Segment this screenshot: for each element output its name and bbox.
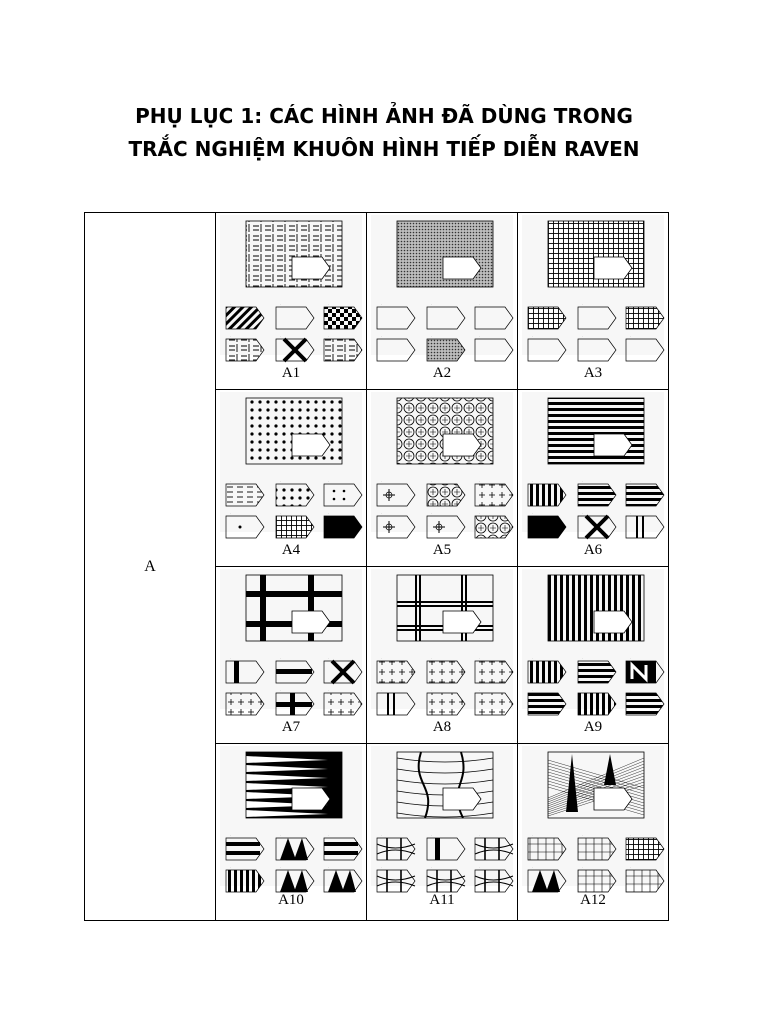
matrix-figure: [548, 221, 644, 287]
svg-text:·: ·: [381, 302, 382, 306]
svg-text:·: ·: [532, 479, 533, 483]
table-row: [85, 213, 669, 390]
item-figure: [216, 213, 366, 363]
matrix-figure: [397, 398, 493, 464]
item-cell: [518, 567, 669, 744]
item-label: A4: [281, 542, 301, 558]
svg-text:·: ·: [328, 511, 329, 515]
matrix-figure: [548, 575, 644, 641]
svg-text:·: ·: [280, 865, 281, 869]
svg-text:·: ·: [431, 833, 432, 837]
item-panel: [518, 390, 668, 566]
item-figure: [367, 744, 517, 894]
svg-text:·: ·: [582, 479, 583, 483]
svg-text:·: ·: [230, 656, 231, 660]
title-line-2: TRẮC NGHIỆM KHUÔN HÌNH TIẾP DIỄN RAVEN: [128, 137, 640, 161]
svg-text:·: ·: [280, 656, 281, 660]
item-panel: [216, 744, 366, 920]
item-panel: [518, 744, 668, 920]
svg-text:·: ·: [582, 833, 583, 837]
svg-text:·: ·: [582, 656, 583, 660]
item-cell: [216, 744, 367, 921]
item-cell: [367, 213, 518, 390]
svg-text:·: ·: [328, 334, 329, 338]
svg-text:·: ·: [230, 479, 231, 483]
svg-text:·: ·: [630, 511, 631, 515]
item-cell: [518, 390, 669, 567]
matrix-figure: [246, 752, 342, 818]
item-label: A1: [281, 365, 301, 381]
matrix-figure: [246, 221, 342, 287]
svg-text:·: ·: [381, 865, 382, 869]
matrix-figure: [246, 398, 342, 464]
item-figure: [216, 567, 366, 717]
svg-text:·: ·: [381, 511, 382, 515]
svg-text:·: ·: [328, 302, 329, 306]
item-label: A2: [432, 365, 452, 381]
item-panel: [367, 390, 517, 566]
item-cell: [216, 213, 367, 390]
svg-text:·: ·: [532, 656, 533, 660]
item-figure: [367, 567, 517, 717]
svg-text:·: ·: [230, 511, 231, 515]
svg-text:·: ·: [479, 479, 480, 483]
svg-text:·: ·: [532, 865, 533, 869]
svg-text:·: ·: [280, 833, 281, 837]
item-panel: [216, 567, 366, 743]
svg-text:·: ·: [431, 479, 432, 483]
svg-text:·: ·: [479, 833, 480, 837]
item-label: A12: [580, 892, 606, 908]
item-label: A10: [278, 892, 304, 908]
svg-text:·: ·: [479, 656, 480, 660]
svg-text:·: ·: [280, 688, 281, 692]
item-label: A6: [583, 542, 603, 558]
matrix-figure: [548, 398, 644, 464]
svg-text:·: ·: [582, 302, 583, 306]
svg-text:·: ·: [280, 334, 281, 338]
svg-text:·: ·: [582, 511, 583, 515]
svg-text:·: ·: [630, 302, 631, 306]
svg-text:·: ·: [381, 833, 382, 837]
svg-text:·: ·: [431, 334, 432, 338]
item-label: A3: [583, 365, 603, 381]
item-panel: [367, 213, 517, 389]
item-cell: [216, 390, 367, 567]
svg-text:·: ·: [230, 833, 231, 837]
section-label: A: [85, 213, 216, 921]
svg-text:·: ·: [328, 865, 329, 869]
svg-text:·: ·: [532, 511, 533, 515]
svg-text:·: ·: [280, 511, 281, 515]
svg-text:·: ·: [230, 302, 231, 306]
svg-text:·: ·: [532, 334, 533, 338]
svg-text:·: ·: [479, 865, 480, 869]
item-panel: [518, 567, 668, 743]
svg-text:·: ·: [328, 833, 329, 837]
item-panel: [367, 744, 517, 920]
svg-text:·: ·: [230, 688, 231, 692]
item-cell: [216, 567, 367, 744]
svg-text:·: ·: [431, 511, 432, 515]
svg-text:·: ·: [479, 511, 480, 515]
svg-text:·: ·: [431, 302, 432, 306]
svg-text:·: ·: [630, 688, 631, 692]
item-cell: [518, 213, 669, 390]
item-cell: [367, 744, 518, 921]
item-panel: [216, 213, 366, 389]
svg-text:·: ·: [431, 656, 432, 660]
item-label: A7: [281, 719, 301, 735]
svg-text:·: ·: [630, 479, 631, 483]
item-figure: [367, 213, 517, 363]
svg-text:·: ·: [280, 479, 281, 483]
svg-text:·: ·: [230, 334, 231, 338]
item-cell: [518, 744, 669, 921]
svg-text:·: ·: [328, 479, 329, 483]
svg-text:·: ·: [582, 688, 583, 692]
svg-text:·: ·: [582, 865, 583, 869]
svg-text:·: ·: [280, 302, 281, 306]
svg-text:·: ·: [381, 688, 382, 692]
svg-text:·: ·: [328, 688, 329, 692]
svg-text:·: ·: [582, 334, 583, 338]
svg-text:·: ·: [230, 865, 231, 869]
svg-text:·: ·: [630, 833, 631, 837]
item-figure: [216, 390, 366, 540]
item-cell: [367, 390, 518, 567]
svg-text:·: ·: [431, 688, 432, 692]
svg-text:·: ·: [532, 302, 533, 306]
svg-text:·: ·: [630, 865, 631, 869]
item-figure: [518, 744, 668, 894]
item-figure: [518, 567, 668, 717]
item-label: A8: [432, 719, 452, 735]
item-cell: [367, 567, 518, 744]
item-figure: [518, 390, 668, 540]
matrix-figure: [397, 221, 493, 287]
page-title: [0, 100, 768, 166]
svg-text:·: ·: [630, 656, 631, 660]
title-line-1: PHỤ LỤC 1: CÁC HÌNH ẢNH ĐÃ DÙNG TRONG: [135, 104, 633, 128]
svg-text:·: ·: [479, 334, 480, 338]
item-label: A9: [583, 719, 603, 735]
svg-text:·: ·: [479, 302, 480, 306]
svg-text:·: ·: [381, 479, 382, 483]
svg-text:·: ·: [328, 656, 329, 660]
svg-text:·: ·: [431, 865, 432, 869]
item-panel: [367, 567, 517, 743]
raven-items-table: [84, 212, 669, 921]
svg-text:·: ·: [479, 688, 480, 692]
svg-text:·: ·: [532, 688, 533, 692]
svg-text:·: ·: [630, 334, 631, 338]
svg-text:·: ·: [381, 334, 382, 338]
item-panel: [518, 213, 668, 389]
item-figure: [216, 744, 366, 894]
item-figure: [367, 390, 517, 540]
svg-text:·: ·: [532, 833, 533, 837]
svg-text:·: ·: [381, 656, 382, 660]
item-label: A5: [432, 542, 452, 558]
item-panel: [216, 390, 366, 566]
item-label: A11: [429, 892, 455, 908]
item-figure: [518, 213, 668, 363]
